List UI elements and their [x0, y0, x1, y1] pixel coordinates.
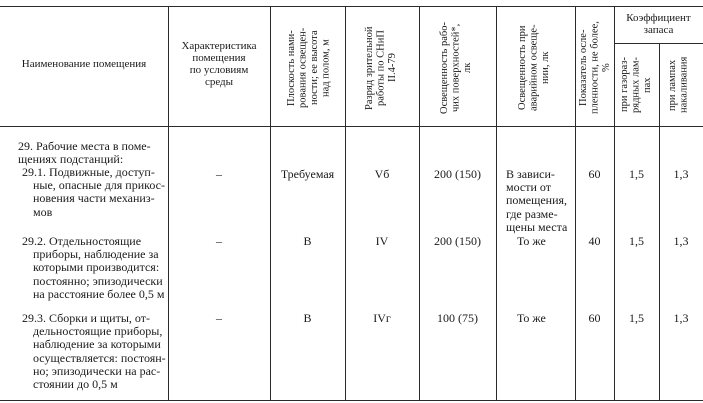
- col-divider-5: [496, 6, 497, 400]
- col-divider-2: [270, 6, 271, 400]
- header-coef-gas: при газораз- рядных лам- пах: [619, 57, 653, 114]
- row-2-coef-gas: 1,5: [629, 234, 644, 248]
- col-divider-8: [659, 43, 660, 400]
- row-1-coef-gas: 1,5: [629, 167, 644, 181]
- row-2-characteristic: –: [216, 234, 222, 248]
- header-coef-incand: при лампах накаливания: [667, 56, 690, 114]
- col-divider-3: [345, 6, 346, 400]
- group-title: 29. Рабочие места в поме- щениях подстанций:: [18, 139, 151, 167]
- row-1-illuminance: 200 (150): [434, 167, 481, 181]
- header-visual-class: Разряд зрительной работы по СНиП II.4-79: [364, 26, 398, 110]
- header-name: Наименование помещения: [21, 58, 147, 70]
- col-divider-4: [419, 6, 420, 400]
- row-3-visual-class: IVг: [373, 311, 391, 325]
- header-emergency: Освещенность при аварийном освеще- нии, лк: [517, 24, 551, 112]
- row-3-emergency: То же: [517, 311, 546, 325]
- row-name-29-2: 29.2. Отдельностоящие приборы, наблюдение за которыми производится: постоянно; эпизодически на расстояние более 0,5 м: [22, 234, 165, 301]
- row-2-emergency: То же: [517, 234, 546, 248]
- row-3-illuminance: 100 (75): [437, 311, 478, 325]
- row-2-illuminance: 200 (150): [434, 234, 481, 248]
- row-1-coef-incand: 1,3: [673, 167, 689, 181]
- header-bottom-border: [0, 126, 703, 127]
- table-bottom-border: [0, 400, 703, 401]
- table-top-border: [0, 6, 703, 7]
- col-divider-7: [614, 6, 615, 400]
- row-2-glare: 40: [588, 234, 601, 248]
- header-characteristic: Характеристика помещения по условиям среды: [181, 40, 257, 88]
- row-1-characteristic: –: [216, 167, 222, 181]
- row-3-coef-gas: 1,5: [629, 311, 644, 325]
- row-1-glare: 60: [588, 167, 601, 181]
- row-1-plane: Требуемая: [280, 167, 335, 181]
- col-divider-6: [575, 6, 576, 400]
- row-3-glare: 60: [588, 311, 601, 325]
- header-plane: Плоскость нами- рования освещен- ности; ее высота над полом, м: [286, 27, 332, 109]
- header-glare: Показатель осле- пленности, не более, %: [578, 21, 612, 115]
- row-name-29-1: 29.1. Подвижные, доступ- ные, опасные для прикос- новения части механиз- мов: [22, 165, 165, 219]
- row-2-visual-class: IV: [375, 234, 389, 248]
- row-1-visual-class: Vб: [374, 167, 390, 181]
- row-3-plane: В: [303, 311, 312, 325]
- row-3-coef-incand: 1,3: [673, 311, 689, 325]
- row-2-plane: В: [303, 234, 312, 248]
- row-1-emergency: В зависи- мости от помещения, где разме- щены места: [506, 167, 568, 234]
- row-2-coef-incand: 1,3: [673, 234, 689, 248]
- row-3-characteristic: –: [216, 311, 222, 325]
- row-name-29-3: 29.3. Сборки и щиты, от- дельностоящие приборы, наблюдение за которыми осуществляется: постоян- но; эпизодически на рас- стоянии до 0,5 м: [22, 311, 166, 392]
- header-coef-group: Коэффициент запаса: [626, 12, 691, 36]
- header-illuminance: Освещенность рабо- чих поверхностей*, лк: [439, 22, 473, 114]
